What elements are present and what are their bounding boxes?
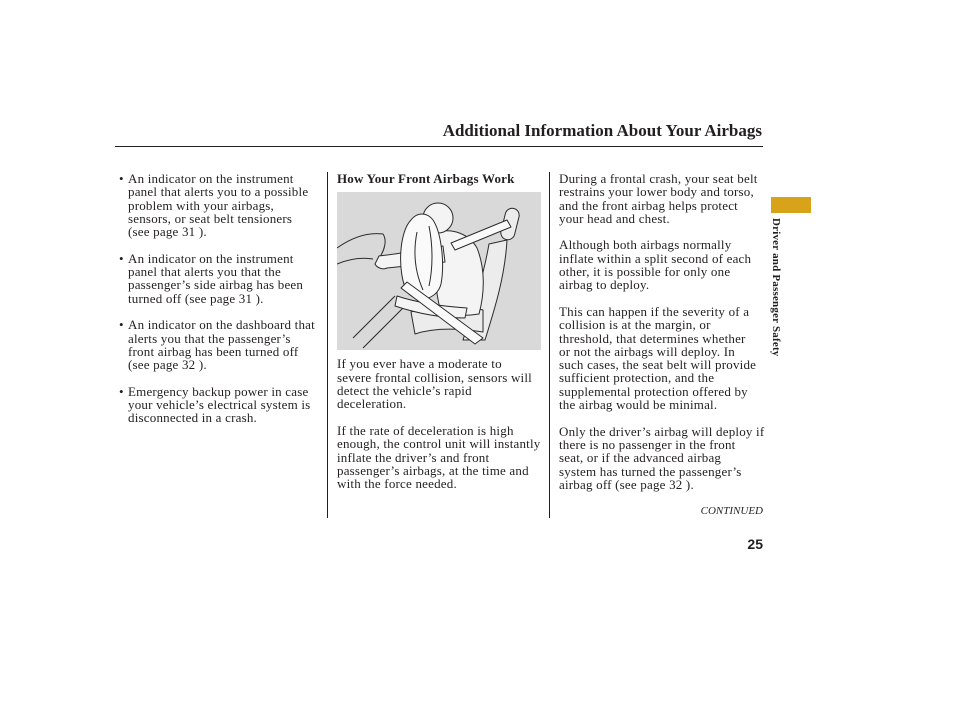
bullet-glyph: • (119, 250, 124, 266)
bullet-text: An indicator on the instrument panel that alerts you to a possible problem with your airbags, sensors, or seat belt tensioners (see page 31 ). (128, 171, 309, 240)
right-column (559, 172, 764, 504)
body-paragraph: During a frontal crash, your seat belt restrains your lower body and torso, and the front airbag helps protect your head and chest. (559, 171, 758, 226)
bullet-item (119, 318, 315, 371)
body-paragraph: Only the driver’s airbag will deploy if there is no passenger in the front seat, or if the advanced airbag system has turned the passenger’s airbag off (see page 32 ). (559, 423, 765, 492)
bullet-text: An indicator on the instrument panel that alerts you that the passenger’s side airbag has been turned off (see page 31 ). (128, 250, 304, 306)
title-rule (115, 146, 763, 147)
middle-column (337, 172, 541, 504)
section-tab-marker (771, 197, 811, 213)
body-paragraph: Although both airbags normally inflate within a split second of each other, it is possible for only one airbag to deploy. (559, 237, 752, 293)
section-tab-label: Driver and Passenger Safety (770, 218, 782, 357)
bullet-glyph: • (119, 317, 124, 333)
page-number: 25 (747, 536, 763, 552)
page-title: Additional Information About Your Airbags (442, 121, 762, 140)
bullet-item (119, 252, 315, 305)
column-divider-right (549, 172, 550, 518)
body-paragraph: This can happen if the severity of a collision is at the margin, or threshold, that determines whether or not the airbags will deploy. In such cases, the seat belt will provide sufficient protection, and the supplemental protection offered by the airbag would be minimal. (559, 303, 757, 413)
bullet-text: An indicator on the dashboard that alerts you that the passenger’s front airbag has been turned off (see page 32 ). (128, 317, 315, 373)
continued-label: CONTINUED (700, 505, 763, 517)
body-paragraph: If the rate of deceleration is high enough, the control unit will instantly inflate the driver’s and front passenger’s airbags, at the time and with the force needed. (337, 422, 541, 492)
bullet-item (119, 385, 315, 425)
airbag-illustration (337, 192, 541, 350)
section-heading: How Your Front Airbags Work (337, 171, 515, 186)
body-paragraph: If you ever have a moderate to severe frontal collision, sensors will detect the vehicle’s rapid deceleration. (337, 356, 532, 412)
column-divider-left (327, 172, 328, 518)
bullet-glyph: • (119, 171, 124, 186)
left-column (119, 172, 315, 438)
bullet-text: Emergency backup power in case your vehicle’s electrical system is disconnected in a crash. (128, 383, 311, 426)
bullet-glyph: • (119, 383, 124, 399)
bullet-item (119, 172, 315, 238)
